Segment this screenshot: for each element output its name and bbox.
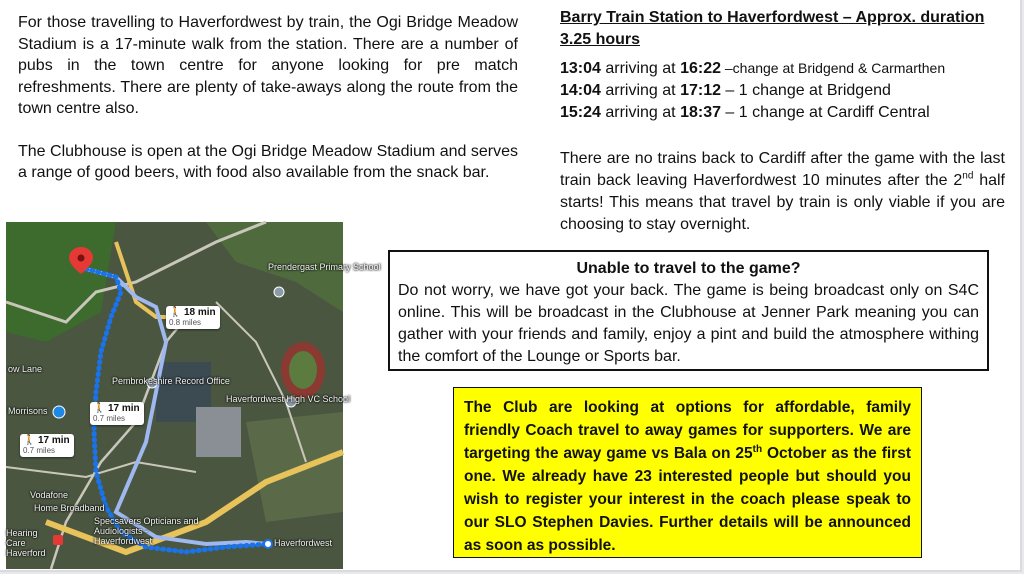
ordinal-suffix: th — [752, 443, 763, 455]
walking-icon: 🚶 — [169, 307, 182, 318]
map-label-specsavers: Specsavers Opticians and Audiologists - Haverfordwest — [94, 516, 199, 546]
route-time: 18 min — [183, 307, 216, 318]
ordinal-suffix: nd — [962, 170, 974, 182]
arrival-time: 16:22 — [680, 60, 721, 77]
change-note: –change at Bridgend & Carmarthen — [720, 60, 946, 76]
coach-text: The Club are looking at options for affordable, family friendly Coach travel to away games for supporters. We are targeting the away game vs Bala on 25 — [464, 399, 911, 462]
arrival-time: 17:12 — [680, 82, 721, 99]
departure-time: 15:24 — [560, 104, 601, 121]
map-label-hearing-care: Hearing Care Haverford — [6, 528, 46, 558]
train-row — [560, 102, 1005, 124]
arriving-text: arriving at — [600, 82, 681, 99]
train-row — [560, 57, 1005, 80]
route-time-chip[interactable] — [90, 402, 144, 425]
broadcast-box — [388, 250, 989, 371]
arriving-text: arriving at — [600, 60, 681, 77]
school-building — [196, 407, 241, 457]
station-marker — [264, 540, 272, 548]
map-label-school: Haverfordwest High VC School — [226, 394, 351, 404]
map-label-station: Haverfordwest — [274, 538, 333, 548]
route-distance: 0.7 miles — [23, 446, 56, 455]
walking-icon: 🚶 — [93, 403, 106, 414]
change-note: – 1 change at Cardiff Central — [720, 104, 930, 121]
hospital-icon — [53, 535, 63, 545]
departure-time: 14:04 — [560, 82, 601, 99]
train-heading: Barry Train Station to Haverfordwest – Approx. duration 3.25 hours — [560, 9, 985, 48]
departure-time: 13:04 — [560, 60, 601, 77]
return-note-text-end: half starts! This means that travel by train is only viable if you are choosing to stay overnight. — [560, 172, 1006, 233]
map-label-morrisons: Morrisons — [8, 406, 48, 416]
intro-paragraph-train: For those travelling to Haverfordwest by train, the Ogi Bridge Meadow Stadium is a 17-minute walk from the station. There are a number of pubs in the town centre for anyone looking for pre match refreshments. There are plenty of take-aways along the route from the town centre also. — [18, 14, 518, 117]
route-time: 17 min — [107, 403, 140, 414]
intro-text — [18, 12, 518, 205]
map-label-prendergast: Prendergast Primary School — [268, 262, 381, 272]
school-pin-icon — [274, 287, 284, 297]
shop-pin-icon — [53, 406, 65, 418]
coach-box — [453, 387, 922, 558]
arriving-text: arriving at — [600, 104, 681, 121]
broadcast-title: Unable to travel to the game? — [576, 260, 801, 277]
route-time-chip[interactable] — [166, 306, 220, 329]
map-label-lane: ow Lane — [8, 364, 43, 374]
train-times — [560, 57, 1005, 124]
route-map[interactable] — [6, 222, 381, 569]
return-train-note — [560, 148, 1005, 236]
broadcast-body: Do not worry, we have got your back. The game is being broadcast only on S4C online. This will be broadcast in the Clubhouse at Jenner Park meaning you can gather with your friends and family, enjoy a pint and build the atmosphere withing the comfort of the Lounge or Sports bar. — [398, 282, 979, 365]
intro-paragraph-clubhouse: The Clubhouse is open at the Ogi Bridge Meadow Stadium and serves a range of good beers, with food also available from the snack bar. — [18, 142, 518, 181]
map-label-vodafone: Vodafone — [30, 490, 69, 500]
route-time-chip[interactable] — [20, 434, 74, 457]
train-row — [560, 80, 1005, 102]
route-time: 17 min — [37, 435, 70, 446]
route-distance: 0.8 miles — [169, 318, 202, 327]
arrival-time: 18:37 — [680, 104, 721, 121]
map-label-broadband: Home Broadband — [34, 503, 105, 513]
walking-icon: 🚶 — [23, 435, 36, 446]
coach-text-end: October as the first one. We already have 23 interested people but should you wish to register your interest in the coach please speak to our SLO Stephen Davies. Further details will be announced as soon as possible. — [464, 445, 911, 554]
return-note-text: There are no trains back to Cardiff after the game with the last train back leaving Haverfordwest 10 minutes after the 2 — [560, 150, 1005, 189]
map-label-pembrokeshire: Pembrokeshire Record Office — [112, 376, 230, 386]
route-distance: 0.7 miles — [93, 414, 126, 423]
change-note: – 1 change at Bridgend — [720, 82, 891, 99]
